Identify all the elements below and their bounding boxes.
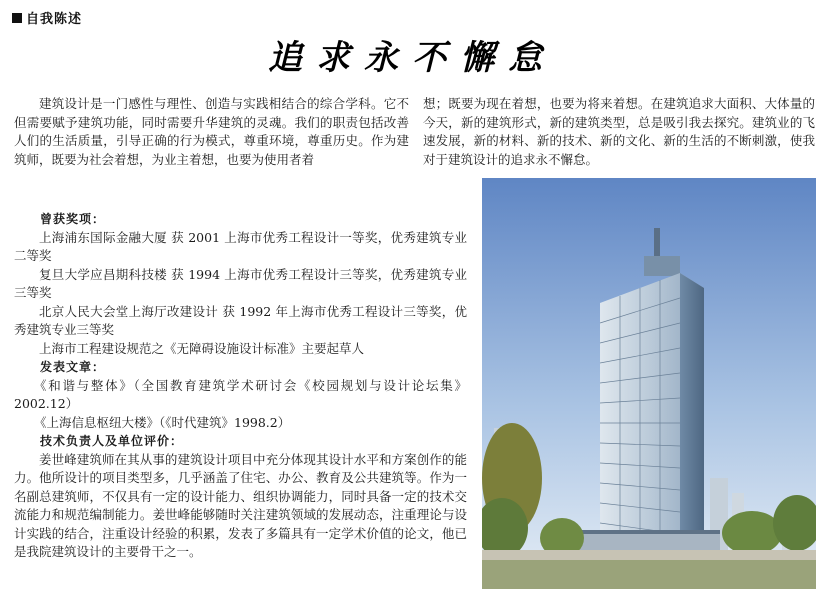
page-title: 追求永不懈怠 <box>268 38 556 78</box>
publications-heading: 发表文章： <box>40 360 106 374</box>
awards-heading: 曾获奖项： <box>40 212 106 226</box>
intro-paragraph-right: 想；既要为现在着想，也要为将来着想。在建筑追求大面积、大体量的今天，新的建筑形式，新的建筑类型，总是吸引我去探究。建筑业的飞速发展，新的材料、新的技术、新的文化、新的生活的不断刺激，使我对于建筑设计的追求永不懈怠。 <box>423 96 815 167</box>
section-heading <box>12 8 82 27</box>
evaluation-heading: 技术负责人及单位评价： <box>40 434 184 448</box>
section-label: 自我陈述 <box>26 12 83 27</box>
award-item: 复旦大学应昌期科技楼 获 1994 上海市优秀工程设计三等奖，优秀建筑专业三等奖 <box>14 266 467 300</box>
square-bullet-icon <box>12 13 22 23</box>
award-item: 上海市工程建设规范之《无障碍设施设计标准》主要起草人 <box>39 340 365 356</box>
publication-item: 《和谐与整体》（全国教育建筑学术研讨会《校园规划与设计论坛集》2002.12） <box>14 377 467 411</box>
details-section <box>14 210 467 562</box>
intro-paragraph-left: 建筑设计是一门感性与理性、创造与实践相结合的综合学科。它不但需要赋予建筑功能，同时需要升华建筑的灵魂。我们的职责包括改善人们的生活质量，引导正确的行为模式，尊重环境，尊重历史。作为建筑师，既要为社会着想，为业主着想，也要为使用者着 <box>14 96 409 167</box>
building-rendering-image <box>482 178 816 589</box>
award-item: 上海浦东国际金融大厦 获 2001 上海市优秀工程设计一等奖，优秀建筑专业二等奖 <box>14 229 467 263</box>
evaluation-paragraph: 姜世峰建筑师在其从事的建筑设计项目中充分体现其设计水平和方案创作的能力。他所设计的项目类型多，几乎涵盖了住宅、办公、教育及公共建筑等。作为一名副总建筑师，不仅具有一定的设计能力、组织协调能力，同时具备一定的技术交流能力和规范编制能力。姜世峰能够随时关注建筑领域的发展动态，注重理论与设计实践的结合，注重设计经验的积累，发表了多篇具有一定学术价值的论文，他已是我院建筑设计的主要骨干之一。 <box>14 451 467 559</box>
award-item: 北京人民大会堂上海厅改建设计 获 1992 年上海市优秀工程设计三等奖，优秀建筑专业三等奖 <box>14 303 467 337</box>
publication-item: 《上海信息枢纽大楼》（《时代建筑》1998.2） <box>34 414 291 430</box>
